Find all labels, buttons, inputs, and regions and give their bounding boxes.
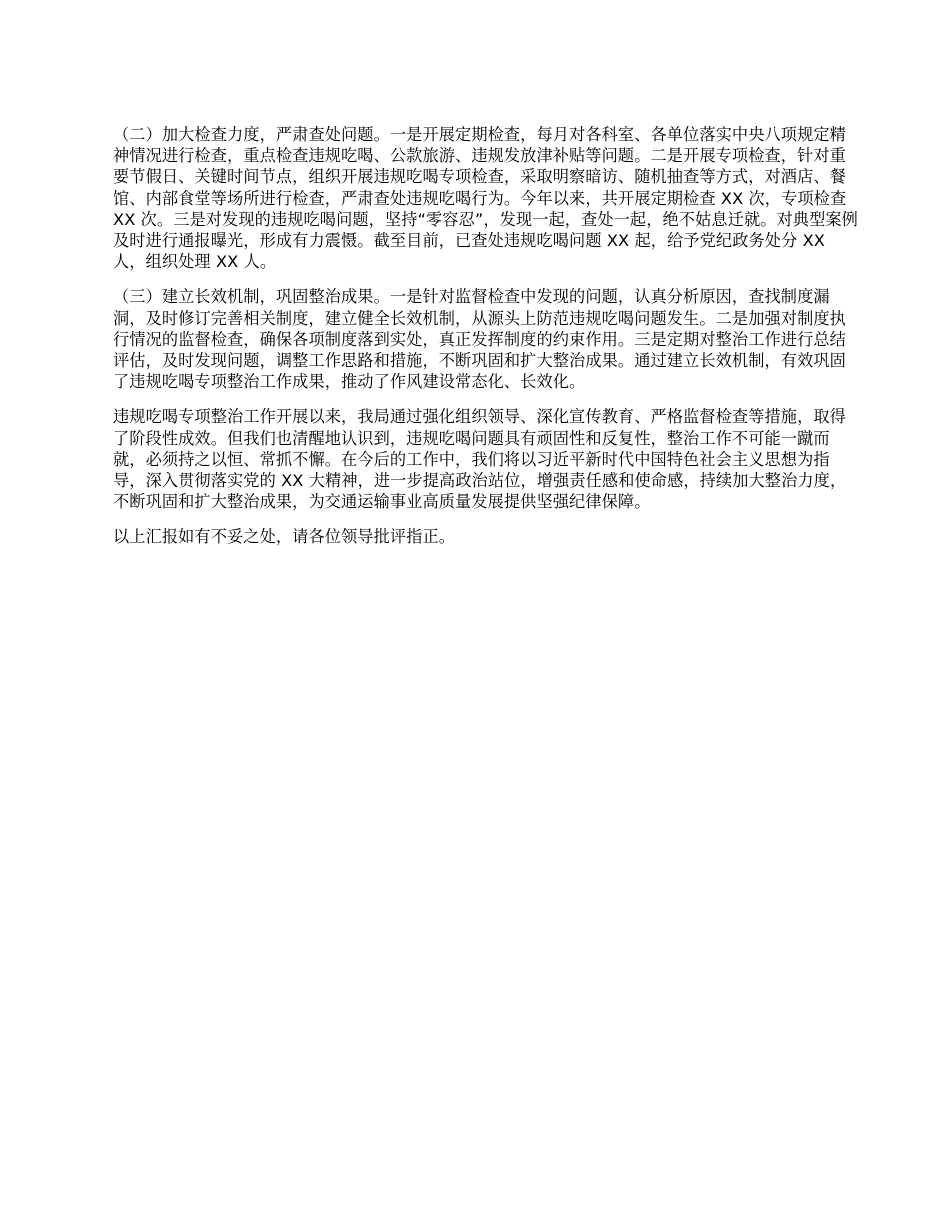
paragraph-long-term-mechanism: （三）建立长效机制，巩固整治成果。一是针对监督检查中发现的问题，认真分析原因，查找制度漏洞，及时修订完善相关制度，建立健全长效机制，从源头上防范违规吃喝问题发生。二是加强对制度执行情况的监督检查，确保各项制度落到实处，真正发挥制度的约束作用。三是定期对整治工作进行总结评估，及时发现问题，调整工作思路和措施，不断巩固和扩大整治成果。通过建立长效机制，有效巩固了违规吃喝专项整治工作成果，推动了作风建设常态化、长效化。	[113, 287, 846, 392]
paragraph-closing: 以上汇报如有不妥之处，请各位领导批评指正。	[113, 527, 456, 547]
paragraph-summary: 违规吃喝专项整治工作开展以来，我局通过强化组织领导、深化宣传教育、严格监督检查等措施，取得了阶段性成效。但我们也清醒地认识到，违规吃喝问题具有顽固性和反复性，整治工作不可能一蹴而就，必须持之以恒、常抓不懈。在今后的工作中，我们将以习近平新时代中国特色社会主义思想为指导，深入贯彻落实党的 XX 大精神，进一步提高政治站位，增强责任感和使命感，持续加大整治力度，不断巩固和扩大整治成果，为交通运输事业高质量发展提供坚强纪律保障。	[113, 407, 847, 512]
paragraph-inspection: （二）加大检查力度，严肃查处问题。一是开展定期检查，每月对各科室、各单位落实中央八项规定精神情况进行检查，重点检查违规吃喝、公款旅游、违规发放津补贴等问题。二是开展专项检查，针对重要节假日、关键时间节点，组织开展违规吃喝专项检查，采取明察暗访、随机抽查等方式，对酒店、餐馆、内部食堂等场所进行检查，严肃查处违规吃喝行为。今年以来，共开展定期检查 XX 次，专项检查 XX 次。三是对发现的违规吃喝问题，坚持“零容忍”，发现一起，查处一起，绝不姑息迁就。对典型案例及时进行通报曝光，形成有力震慑。截至目前，已查处违规吃喝问题 XX 起，给予党纪政务处分 XX 人，组织处理 XX 人。	[113, 125, 858, 272]
document-body	[113, 124, 858, 562]
